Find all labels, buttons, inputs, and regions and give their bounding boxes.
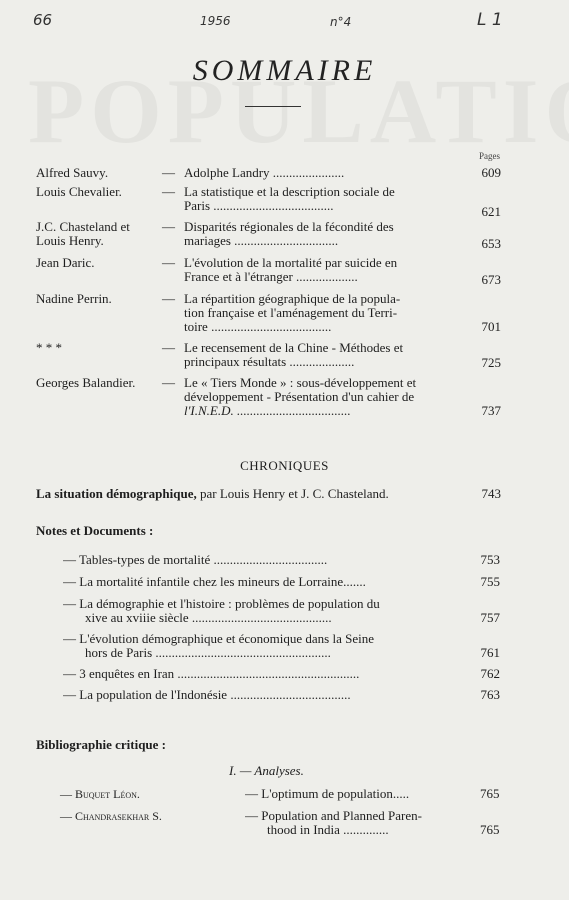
toc-entry: Louis Chevalier. — La statistique et la description sociale de Paris ..................................... 621 — [36, 184, 501, 219]
article-author: J.C. Chasteland et — [36, 219, 130, 234]
page-number: 765 — [480, 822, 500, 837]
page-number: 757 — [480, 610, 500, 625]
toc-entry: Jean Daric. — L'évolution de la mortalité par suicide en France et à l'étranger ................... 673 — [36, 255, 501, 287]
article-title: L'évolution de la mortalité par suicide en France et à l'étranger ................... — [184, 256, 398, 284]
article-author: Jean Daric. — [36, 255, 95, 270]
section-heading-notes: Notes et Documents : — [36, 523, 154, 538]
article-title: Disparités régionales de la fécondité des mariages ................................ — [184, 220, 394, 248]
bib-author: — Buquet Léon. — [60, 787, 140, 801]
page-number: 743 — [481, 486, 501, 501]
chronique-authors: par Louis Henry et J. C. Chasteland. — [199, 486, 389, 501]
chronique-entry — [36, 486, 501, 502]
title-rule — [245, 106, 301, 107]
note-item: — Tables-types de mortalité ................................... 753 — [63, 552, 500, 567]
article-author: Louis Chevalier. — [36, 184, 122, 199]
handwritten-note-number: n°4 — [330, 15, 352, 29]
note-item: — La mortalité infantile chez les mineurs de Lorraine....... 755 — [63, 574, 500, 589]
handwritten-note-year: 1956 — [200, 14, 231, 28]
bib-title: — Population and Planned Paren- — [245, 809, 422, 823]
handwritten-note-right: L 1 — [477, 10, 503, 30]
section-heading-bibliographie: Bibliographie critique : — [36, 737, 166, 752]
chronique-label: La situation démographique, — [36, 486, 197, 501]
article-title: La statistique et la description sociale de Paris ..................................... — [184, 185, 395, 213]
article-author: Alfred Sauvy. — [36, 165, 109, 180]
bib-author: — Chandrasekhar S. — [60, 809, 162, 823]
note-item: — L'évolution démographique et économique dans la Seine hors de Paris ...................................................... 761 — [63, 632, 500, 660]
bib-title: — L'optimum de population..... — [245, 787, 410, 801]
note-item: — 3 enquêtes en Iran ........................................................ 762 — [63, 666, 500, 681]
pages-column-header: Pages — [479, 151, 500, 161]
page-number: 725 — [481, 355, 501, 370]
section-heading-chroniques: CHRONIQUES — [240, 458, 329, 473]
page-number: 673 — [481, 272, 501, 287]
page-number: 763 — [480, 687, 500, 702]
toc-entry: * * * — Le recensement de la Chine - Méthodes et principaux résultats .................... 725 — [36, 340, 501, 370]
handwritten-note-left: 66 — [33, 11, 53, 29]
article-title: Le « Tiers Monde » : sous-développement et développement - Présentation d'un cahier de l'I.N.E.D. ................................... — [184, 376, 417, 418]
bib-title: thood in India .............. — [267, 823, 389, 837]
note-item: — La démographie et l'histoire : problèmes de population du xive au xviiie siècle ........................................... 757 — [63, 597, 500, 625]
page-number: 761 — [480, 645, 500, 660]
page-number: 737 — [481, 403, 501, 418]
page-number: 762 — [480, 666, 500, 681]
article-title: La répartition géographique de la popula- tion française et l'aménagement du Terri- toire ..................................... — [184, 292, 401, 334]
article-author: Louis Henry. — [36, 233, 104, 248]
article-author: * * * — [36, 340, 62, 355]
article-author: Georges Balandier. — [36, 375, 136, 390]
toc-entry: J.C. Chasteland et Louis Henry. — Disparités régionales de la fécondité des mariages ................................ 653 — [36, 219, 501, 251]
toc-entry: Nadine Perrin. — La répartition géographique de la popula- tion française et l'aménagement du Terri- toire ..................................... 701 — [36, 291, 501, 334]
page-number: 701 — [481, 319, 501, 334]
article-title: Adolphe Landry ...................... — [184, 166, 345, 180]
note-item: — La population de l'Indonésie ..................................... 763 — [63, 687, 500, 702]
page-number: 755 — [480, 574, 500, 589]
page-number: 609 — [481, 165, 501, 180]
article-title: Le recensement de la Chine - Méthodes et principaux résultats .................... — [184, 341, 404, 369]
toc-entry: Georges Balandier. — Le « Tiers Monde » : sous-développement et développement - Présentation d'un cahier de l'I.N.E.D. ................................... 737 — [36, 375, 501, 418]
page-number: 753 — [480, 552, 500, 567]
page-number: 621 — [481, 204, 501, 219]
article-author: Nadine Perrin. — [36, 291, 112, 306]
toc-entry: Alfred Sauvy. — Adolphe Landry ...................... 609 — [36, 165, 501, 180]
page-number: 653 — [481, 236, 501, 251]
page-title: SOMMAIRE — [192, 54, 377, 87]
page-number: 765 — [480, 786, 500, 801]
subsection-analyses: I. — Analyses. — [229, 763, 304, 778]
